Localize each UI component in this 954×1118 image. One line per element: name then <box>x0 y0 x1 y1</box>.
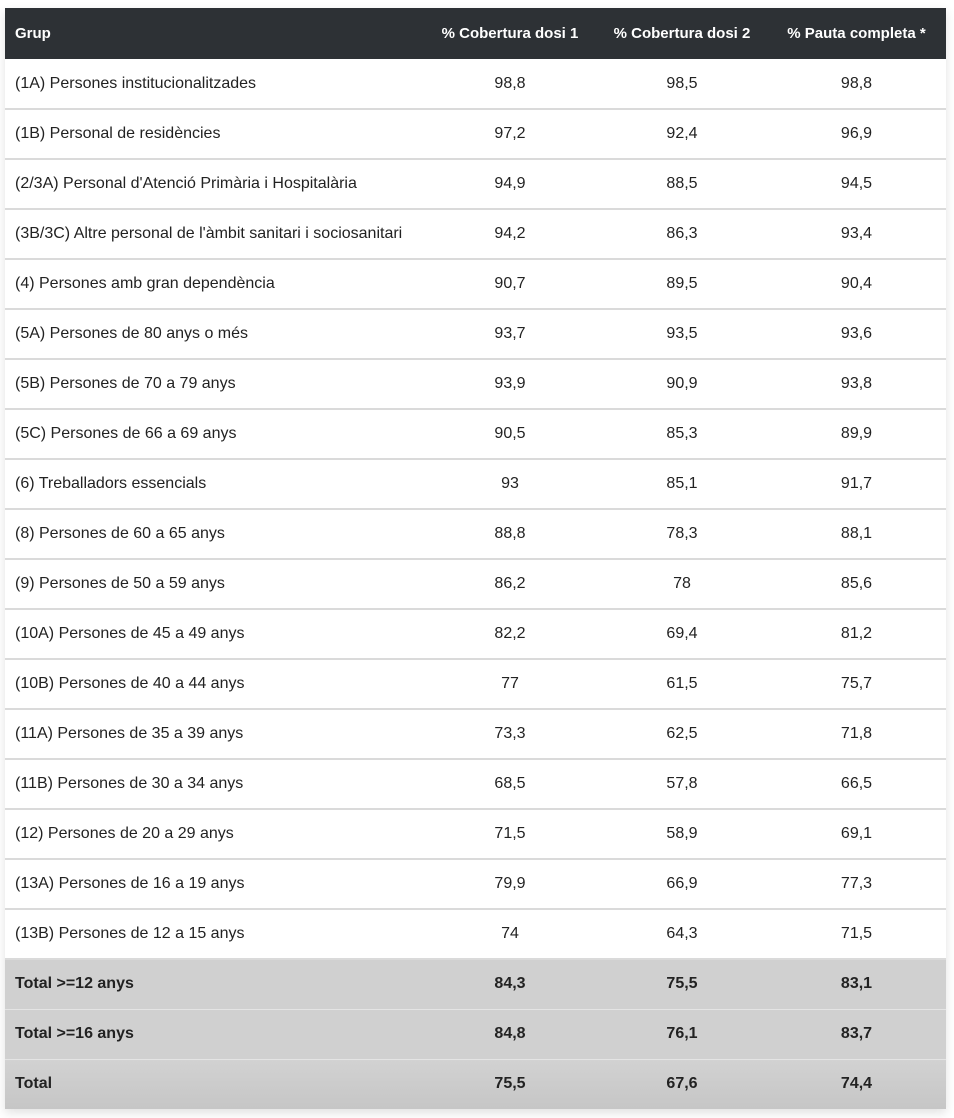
cell-grup: (12) Persones de 20 a 29 anys <box>15 825 234 842</box>
cell-pauta-completa: 93,8 <box>840 375 873 392</box>
cell-cobertura-dosi-2: 61,5 <box>666 675 698 692</box>
cell-cobertura-dosi-2: 89,5 <box>666 275 698 292</box>
cell-cobertura-dosi-2: 76,1 <box>666 1025 698 1042</box>
table-row <box>5 859 946 909</box>
cell-pauta-completa: 90,4 <box>840 275 873 292</box>
table-row <box>5 759 946 809</box>
cell-cobertura-dosi-1: 90,5 <box>494 425 526 442</box>
table-row <box>5 509 946 559</box>
cell-grup: (9) Persones de 50 a 59 anys <box>15 575 225 592</box>
cell-pauta-completa: 91,7 <box>840 475 873 492</box>
cell-grup: (3B/3C) Altre personal de l'àmbit sanitari i sociosanitari <box>15 225 403 242</box>
cell-cobertura-dosi-2: 64,3 <box>666 925 698 942</box>
table-row <box>5 459 946 509</box>
cell-pauta-completa: 74,4 <box>840 1075 873 1093</box>
cell-cobertura-dosi-2: 78,3 <box>666 525 698 542</box>
cell-cobertura-dosi-1: 93,7 <box>494 325 526 342</box>
cell-pauta-completa: 85,6 <box>840 575 873 592</box>
cell-cobertura-dosi-2: 57,8 <box>666 775 698 792</box>
cell-grup: (8) Persones de 60 a 65 anys <box>15 525 225 542</box>
cell-cobertura-dosi-1: 84,8 <box>494 1025 526 1042</box>
table-row <box>5 659 946 709</box>
cell-grup: (11A) Persones de 35 a 39 anys <box>15 725 244 742</box>
vaccination-coverage-table <box>5 8 946 1109</box>
cell-pauta-completa: 98,8 <box>840 74 873 92</box>
cell-cobertura-dosi-1: 93,9 <box>494 375 526 392</box>
table-row <box>5 809 946 859</box>
table-row <box>5 559 946 609</box>
cell-pauta-completa: 71,8 <box>840 725 873 742</box>
vaccination-coverage-table-container <box>5 8 946 1109</box>
cell-cobertura-dosi-2: 75,5 <box>666 975 698 993</box>
cell-cobertura-dosi-2: 86,3 <box>666 225 698 242</box>
cell-pauta-completa: 66,5 <box>840 775 873 792</box>
cell-grup: (5B) Persones de 70 a 79 anys <box>15 375 236 392</box>
cell-cobertura-dosi-1: 77 <box>501 675 519 692</box>
cell-pauta-completa: 75,7 <box>840 675 873 692</box>
cell-cobertura-dosi-2: 92,4 <box>666 125 698 142</box>
cell-grup: (11B) Persones de 30 a 34 anys <box>15 775 244 792</box>
table-row <box>5 409 946 459</box>
table-row <box>5 709 946 759</box>
cell-cobertura-dosi-1: 84,3 <box>494 975 526 993</box>
cell-cobertura-dosi-2: 62,5 <box>666 725 698 742</box>
cell-pauta-completa: 96,9 <box>840 125 873 142</box>
cell-cobertura-dosi-2: 90,9 <box>666 375 698 392</box>
cell-cobertura-dosi-1: 98,8 <box>494 74 526 92</box>
column-header-cobertura-dosi-2[interactable]: % Cobertura dosi 2 <box>613 25 751 42</box>
table-body <box>5 59 946 1109</box>
table-header <box>5 8 946 59</box>
cell-grup: Total >=16 anys <box>15 1025 134 1042</box>
cell-grup: (1B) Personal de residències <box>15 125 221 142</box>
cell-cobertura-dosi-1: 68,5 <box>494 775 526 792</box>
table-row <box>5 59 946 109</box>
cell-pauta-completa: 93,6 <box>840 325 873 342</box>
cell-pauta-completa: 88,1 <box>840 525 873 542</box>
cell-cobertura-dosi-1: 75,5 <box>494 1075 526 1093</box>
column-header-pauta-completa[interactable]: % Pauta completa * <box>787 25 926 42</box>
cell-grup: (13A) Persones de 16 a 19 anys <box>15 875 245 892</box>
column-header-cobertura-dosi-1[interactable]: % Cobertura dosi 1 <box>441 25 579 42</box>
cell-cobertura-dosi-1: 71,5 <box>494 825 526 842</box>
cell-grup: (1A) Persones institucionalitzades <box>15 74 257 92</box>
cell-cobertura-dosi-2: 58,9 <box>666 825 698 842</box>
cell-pauta-completa: 83,1 <box>840 975 873 993</box>
table-total-row <box>5 1059 946 1109</box>
cell-cobertura-dosi-1: 74 <box>501 925 519 942</box>
column-header-grup[interactable]: Grup <box>15 25 51 42</box>
table-header-row <box>5 8 946 59</box>
cell-grup: (10B) Persones de 40 a 44 anys <box>15 675 245 692</box>
cell-cobertura-dosi-2: 85,3 <box>666 425 698 442</box>
cell-pauta-completa: 71,5 <box>840 925 873 942</box>
cell-cobertura-dosi-2: 88,5 <box>666 175 698 192</box>
cell-pauta-completa: 93,4 <box>840 225 873 242</box>
table-row <box>5 359 946 409</box>
cell-cobertura-dosi-1: 94,9 <box>494 175 526 192</box>
table-total-row <box>5 959 946 1009</box>
cell-cobertura-dosi-2: 69,4 <box>666 625 698 642</box>
cell-grup: (6) Treballadors essencials <box>15 475 207 492</box>
cell-cobertura-dosi-2: 93,5 <box>666 325 698 342</box>
cell-cobertura-dosi-2: 98,5 <box>666 74 698 92</box>
table-row <box>5 259 946 309</box>
table-row <box>5 909 946 959</box>
table-row <box>5 609 946 659</box>
cell-pauta-completa: 69,1 <box>840 825 873 842</box>
cell-grup: (13B) Persones de 12 a 15 anys <box>15 925 245 942</box>
cell-grup: (5C) Persones de 66 a 69 anys <box>15 425 237 442</box>
table-row <box>5 209 946 259</box>
cell-cobertura-dosi-1: 79,9 <box>494 875 526 892</box>
cell-cobertura-dosi-1: 82,2 <box>494 625 526 642</box>
cell-cobertura-dosi-2: 78 <box>673 575 691 592</box>
cell-cobertura-dosi-1: 73,3 <box>494 725 526 742</box>
cell-grup: Total <box>15 1075 53 1093</box>
table-row <box>5 309 946 359</box>
cell-grup: Total >=12 anys <box>15 975 134 993</box>
table-row <box>5 109 946 159</box>
cell-cobertura-dosi-1: 90,7 <box>494 275 526 292</box>
table-row <box>5 159 946 209</box>
cell-cobertura-dosi-1: 93 <box>501 475 519 492</box>
cell-cobertura-dosi-1: 88,8 <box>494 525 526 542</box>
cell-grup: (4) Persones amb gran dependència <box>15 275 275 292</box>
cell-grup: (10A) Persones de 45 a 49 anys <box>15 625 245 642</box>
cell-pauta-completa: 81,2 <box>840 625 873 642</box>
cell-pauta-completa: 83,7 <box>840 1025 873 1042</box>
cell-cobertura-dosi-2: 67,6 <box>666 1075 698 1093</box>
cell-pauta-completa: 89,9 <box>840 425 873 442</box>
table-total-row <box>5 1009 946 1059</box>
cell-cobertura-dosi-1: 94,2 <box>494 225 526 242</box>
cell-pauta-completa: 94,5 <box>840 175 873 192</box>
cell-cobertura-dosi-2: 85,1 <box>666 475 698 492</box>
cell-cobertura-dosi-1: 86,2 <box>494 575 526 592</box>
cell-cobertura-dosi-1: 97,2 <box>494 125 526 142</box>
cell-grup: (2/3A) Personal d'Atenció Primària i Hospitalària <box>15 175 357 192</box>
cell-grup: (5A) Persones de 80 anys o més <box>15 325 249 342</box>
cell-pauta-completa: 77,3 <box>840 875 873 892</box>
cell-cobertura-dosi-2: 66,9 <box>666 875 698 892</box>
